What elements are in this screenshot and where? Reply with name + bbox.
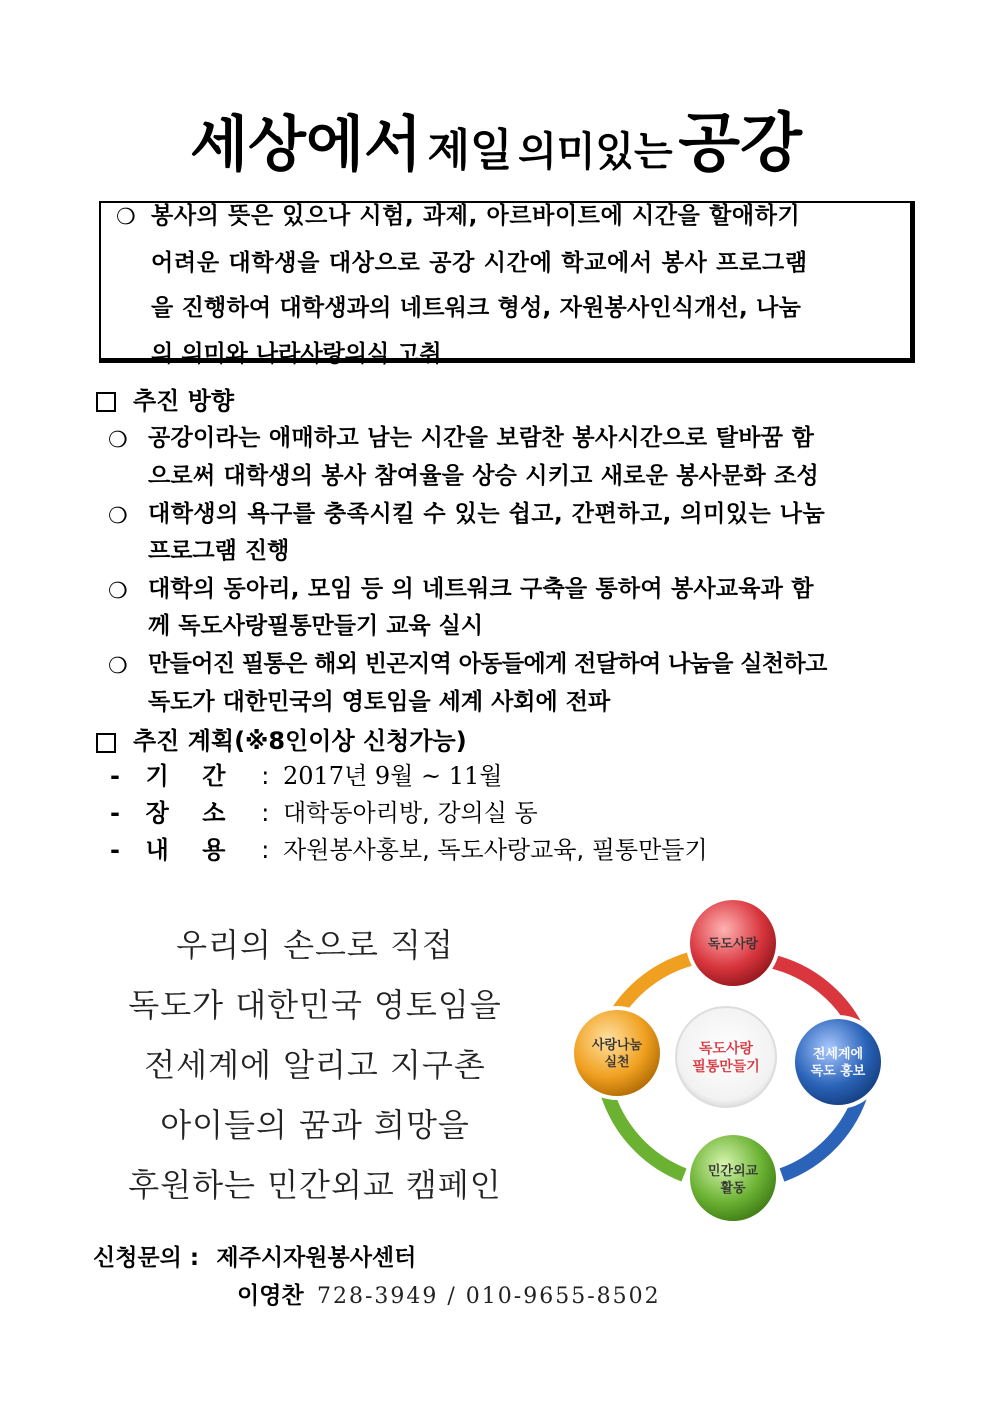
bullet-icon: ❍ xyxy=(108,504,128,529)
intro-bullet-icon: ❍ xyxy=(116,205,136,230)
slogan-line: 후원하는 민간외교 캠페인 xyxy=(128,1166,502,1204)
intro-line: 의 의미와 나라사랑의식 고취 xyxy=(151,341,442,367)
plan-dash: - xyxy=(110,799,120,827)
checkbox-square-icon xyxy=(96,392,116,412)
node-bottom-label: 활동 xyxy=(720,1181,746,1196)
slogan-line: 독도가 대한민국 영토임을 xyxy=(128,986,502,1024)
node-center-label: 필통만들기 xyxy=(692,1059,760,1075)
slogan-line: 전세계에 알리고 지구촌 xyxy=(144,1046,486,1084)
node-right-label: 독도 홍보 xyxy=(810,1064,866,1079)
direction-item-line: 으로써 대학생의 봉사 참여율을 상승 시키고 새로운 봉사문화 조성 xyxy=(148,463,819,489)
title-word-3: 의미있는 xyxy=(518,129,673,175)
intro-line: 봉사의 뜻은 있으나 시험, 과제, 아르바이트에 시간을 할애하기 xyxy=(151,203,801,229)
direction-item-line: 독도가 대한민국의 영토임을 세계 사회에 전파 xyxy=(148,689,611,715)
title-word-2: 제일 xyxy=(427,125,513,176)
node-left-label: 사랑나눔 xyxy=(591,1038,643,1053)
contact-phones: 728-3949 / 010-9655-8502 xyxy=(316,1284,661,1309)
checkbox-square-icon xyxy=(96,733,116,753)
node-top-label: 독도사랑 xyxy=(707,937,759,952)
page-title xyxy=(0,107,992,181)
plan-separator: : xyxy=(261,799,270,827)
bullet-icon: ❍ xyxy=(108,579,128,604)
contact-line-2 xyxy=(237,1277,661,1310)
title-word-4: 공강 xyxy=(678,107,802,181)
plan-label: 기 간 xyxy=(145,762,226,790)
contact-line-1 xyxy=(93,1239,416,1272)
node-right xyxy=(793,1017,883,1107)
plan-separator: : xyxy=(261,836,270,864)
contact-label: 신청문의 : xyxy=(93,1245,200,1271)
node-bottom-label: 민간외교 xyxy=(707,1164,759,1179)
section-heading-direction: 추진 방향 xyxy=(133,387,235,415)
plan-label: 내 용 xyxy=(145,836,226,864)
plan-value: 대학동아리방, 강의실 동 xyxy=(282,799,538,827)
plan-separator: : xyxy=(261,762,270,790)
node-left-label: 실천 xyxy=(604,1055,630,1070)
plan-row-place xyxy=(110,799,538,828)
contact-name: 이영찬 xyxy=(237,1283,304,1309)
title-word-1: 세상에서 xyxy=(190,110,422,180)
cycle-diagram xyxy=(560,895,910,1225)
direction-item-line: 공강이라는 애매하고 남는 시간을 보람찬 봉사시간으로 탈바꿈 함 xyxy=(148,425,815,451)
node-center xyxy=(676,1007,776,1107)
intro-line: 어려운 대학생을 대상으로 공강 시간에 학교에서 봉사 프로그램 xyxy=(151,250,808,276)
slogan-line: 우리의 손으로 직접 xyxy=(176,926,454,964)
plan-dash: - xyxy=(110,836,120,864)
node-center-label: 독도사랑 xyxy=(698,1041,754,1057)
slogan-line: 아이들의 꿈과 희망을 xyxy=(160,1106,470,1144)
bullet-icon: ❍ xyxy=(108,654,128,679)
plan-dash: - xyxy=(110,762,120,790)
direction-item-line: 대학의 동아리, 모임 등 의 네트워크 구축을 통하여 봉사교육과 함 xyxy=(148,576,814,602)
plan-label: 장 소 xyxy=(145,799,226,827)
plan-value: 2017년 9월 ~ 11월 xyxy=(282,762,503,790)
intro-line: 을 진행하여 대학생과의 네트워크 형성, 자원봉사인식개선, 나눔 xyxy=(151,295,801,321)
direction-item-line: 프로그램 진행 xyxy=(148,538,290,564)
plan-row-period xyxy=(110,762,502,791)
bullet-icon: ❍ xyxy=(108,428,128,453)
node-right-label: 전세계에 xyxy=(812,1047,864,1062)
plan-value: 자원봉사홍보, 독도사랑교육, 필통만들기 xyxy=(282,836,708,864)
section-heading-plan: 추진 계획(※8인이상 신청가능) xyxy=(133,727,467,755)
contact-org: 제주시자원봉사센터 xyxy=(216,1245,417,1271)
direction-item-line: 대학생의 욕구를 충족시킬 수 있는 쉽고, 간편하고, 의미있는 나눔 xyxy=(148,501,826,527)
direction-item-line: 만들어진 필통은 해외 빈곤지역 아동들에게 전달하여 나눔을 실천하고 xyxy=(148,651,827,677)
node-left xyxy=(572,1008,662,1098)
plan-row-content xyxy=(110,836,708,865)
ring-segment-bottom-left xyxy=(608,1095,684,1175)
direction-item-line: 께 독도사랑필통만들기 교육 실시 xyxy=(148,613,484,639)
